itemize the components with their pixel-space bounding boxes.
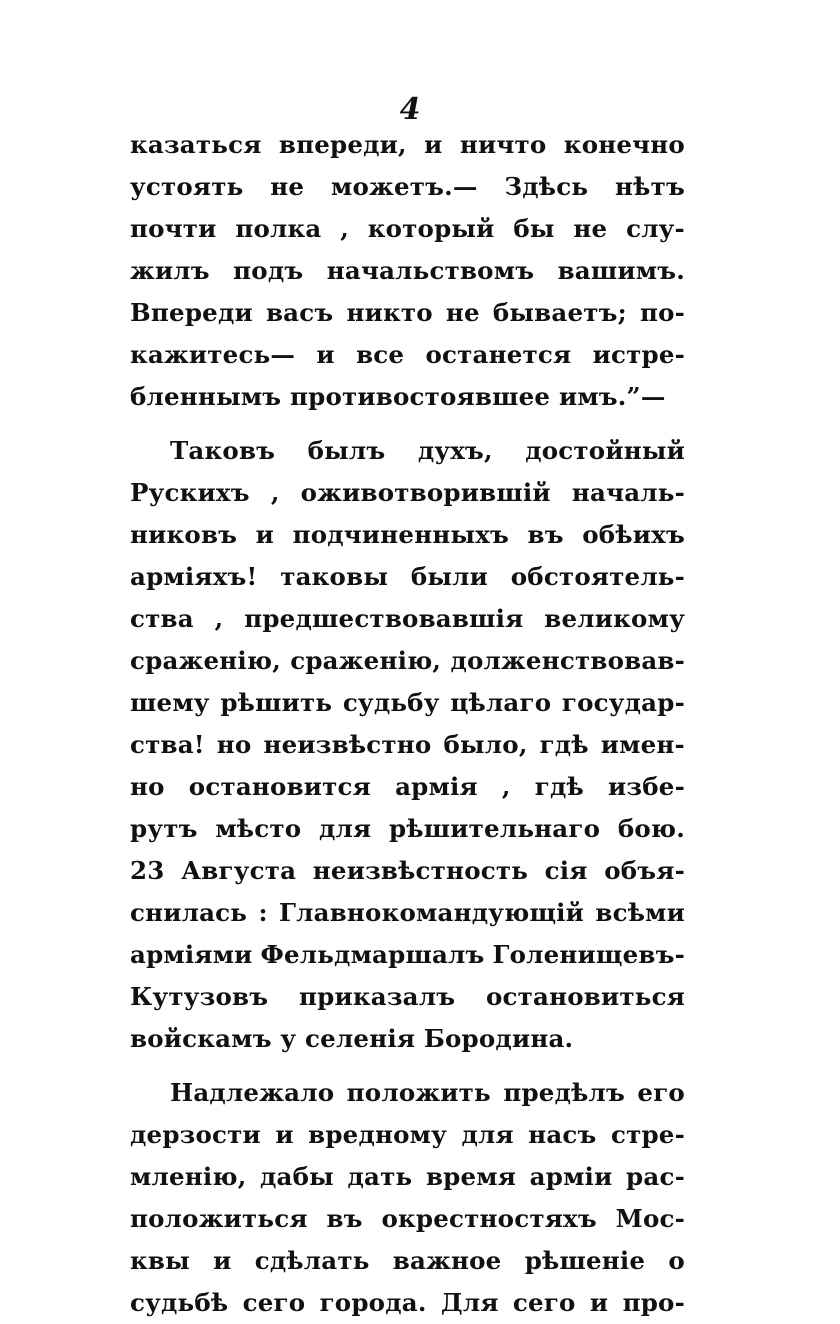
page-number: 4 <box>399 92 421 127</box>
text-line: бленнымъ противостоявшее имъ.”— <box>130 382 666 411</box>
text-line: ства , предшествовавшія великому <box>130 604 685 633</box>
text-line: мленію, дабы дать время арміи рас- <box>130 1162 685 1191</box>
body-text <box>130 124 685 1324</box>
text-line: Впереди васъ никто не бываетъ; по- <box>130 298 685 327</box>
paragraph-1 <box>130 124 685 418</box>
text-line: снилась : Главнокомандующій всѣми <box>130 898 685 927</box>
text-line: казаться впереди, и ничто конечно <box>130 130 685 159</box>
text-line: но остановится армія , гдѣ избе- <box>130 772 685 801</box>
text-line: ства! но неизвѣстно было, гдѣ имен- <box>130 730 685 759</box>
text-line: жилъ подъ начальствомъ вашимъ. <box>130 256 685 285</box>
text-line: дерзости и вредному для насъ стре- <box>130 1120 685 1149</box>
text-line: кажитесь— и все останется истре- <box>130 340 685 369</box>
text-line: Таковъ былъ духъ, достойный <box>170 436 685 465</box>
text-line: устоять не можетъ.— Здѣсь нѣтъ <box>130 172 685 201</box>
text-line: Кутузовъ приказалъ остановиться <box>130 982 685 1011</box>
paragraph-2 <box>130 430 685 1060</box>
text-line: арміями Фельдмаршалъ Голенищевъ- <box>130 940 685 969</box>
text-line: рутъ мѣсто для рѣшительнаго бою. <box>130 814 685 843</box>
text-line: никовъ и подчиненныхъ въ обѣихъ <box>130 520 685 549</box>
text-line: арміяхъ! таковы были обстоятель- <box>130 562 685 591</box>
text-line: судьбѣ сего города. Для сего и про- <box>130 1288 685 1317</box>
text-line: Рускихъ , оживотворившій началь- <box>130 478 685 507</box>
text-line: 23 Августа неизвѣстность сія объя- <box>130 856 685 885</box>
text-line: Надлежало положить предѣлъ его <box>170 1078 685 1107</box>
text-line: войскамъ у селенія Бородина. <box>130 1024 574 1053</box>
text-line: сраженію, сраженію, долженствовав- <box>130 646 685 675</box>
text-line: почти полка , который бы не слу- <box>130 214 685 243</box>
paragraph-3 <box>130 1072 685 1324</box>
text-line: положиться въ окрестностяхъ Мос- <box>130 1204 685 1233</box>
text-line: шему рѣшить судьбу цѣлаго государ- <box>130 688 685 717</box>
text-line: квы и сдѣлать важное рѣшеніе о <box>130 1246 685 1275</box>
